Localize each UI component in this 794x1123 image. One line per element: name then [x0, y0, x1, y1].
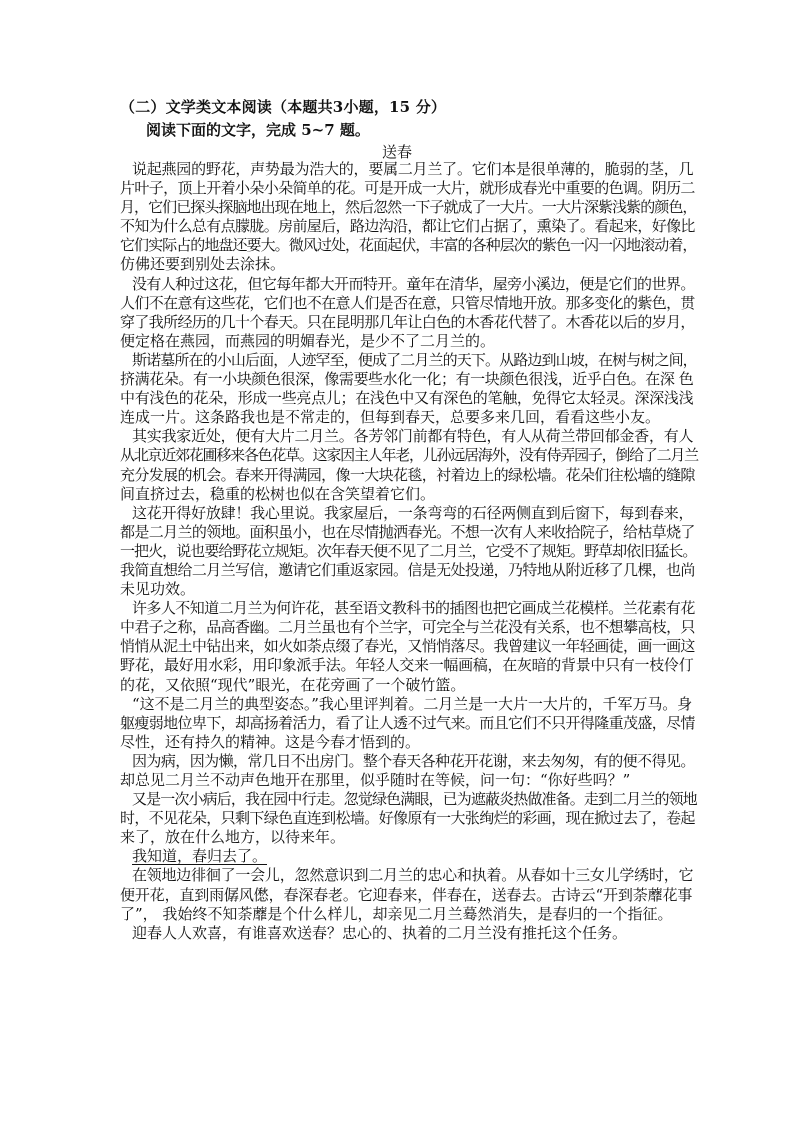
essay-paragraph [120, 274, 695, 351]
essay-paragraph [120, 503, 697, 599]
essay-title: 送春 [381, 143, 412, 161]
text-line: 未见功效。 [120, 580, 196, 599]
text-line: 月，它们已探头探脑地出现在地上，然后忽然一下子就成了一大片。一大片深紫浅紫的颜色， [120, 198, 697, 217]
text-line: 充分发展的机会。春来开得满园，像一大块花毯，衬着边上的绿松墙。花朵们往松墙的缝隙 [120, 465, 695, 484]
text-line: 片叶子，顶上开着小朵小朵简单的花。可是开成一大片，就形成春光中重要的色调。阴历二 [120, 179, 695, 198]
text-line: 又是一次小病后，我在园中行走。忽觉绿色满眼，已为遮蔽炎热做准备。走到二月兰的领地 [132, 790, 697, 809]
text-line: 野花，最好用水彩，用印象派手法。年轻人交来一幅画稿，在灰暗的背景中只有一枝伶仃 [120, 656, 694, 675]
text-line: 没有人种过这花，但它每年都大开而特开。童年在清华，屋旁小溪边，便是它们的世界。 [132, 274, 695, 293]
text-line: 尽性，还有持久的精神。这是今春才悟到的。 [120, 732, 421, 751]
text-line: 我简直想给二月兰写信，邀请它们重返家园。信是无处投递，乃特地从附近移了几棵，也尚 [120, 560, 695, 579]
essay-paragraph [120, 350, 697, 427]
essay-paragraph [120, 790, 697, 847]
reading-instruction: 阅读下面的文字，完成 5~7 题。 [146, 121, 370, 139]
text-line: 躯瘦弱地位卑下，却高扬着活力，看了让人透不过气来。而且它们不只开得隆重茂盛，尽情 [120, 713, 695, 732]
text-line: 便定格在燕园，而燕园的明媚春光，是少不了二月兰的。 [120, 331, 496, 350]
text-line: 一把火，说也要给野花立规矩。次年春天便不见了二月兰，它受不了规矩。野草却依旧猛长。 [120, 541, 697, 560]
text-line: 时，不见花朵，只剩下绿色直连到松墙。好像原有一大张绚烂的彩画，现在掀过去了，卷起 [120, 809, 695, 828]
essay-body [120, 160, 698, 943]
text-line: 中君子之称，品高香幽。二月兰虽也有个兰字，可完全与兰花没有关系，也不想攀高枝，只 [120, 618, 695, 637]
text-line [120, 847, 690, 866]
text-line: 仿佛还要到别处去涂抹。 [120, 255, 286, 274]
text-line: 挤满花朵。有一小块颜色很深，像需要些水化一化；有一块颜色很浅，近乎白色。在深 色 [120, 370, 694, 389]
text-line: 许多人不知道二月兰为何许花，甚至语文教科书的插图也把它画成兰花模样。兰花素有花 [132, 599, 695, 618]
essay-paragraph [120, 160, 697, 275]
essay-paragraph [120, 694, 695, 752]
text-line: 因为病，因为懒，常几日不出房门。整个春天各种花开花谢，来去匆匆，有的便不得见。 [132, 751, 695, 770]
text-line: 它们实际占的地盘还要大。微风过处，花面起伏，丰富的各种层次的紫色一闪一闪地滚动着， [120, 236, 697, 255]
text-line: 间直挤过去，稳重的松树也似在含笑望着它们。 [120, 484, 436, 503]
essay-paragraph [120, 599, 695, 694]
text-line: 说起燕园的野花，声势最为浩大的，要属二月兰了。它们本是很单薄的，脆弱的茎，几 [132, 160, 694, 178]
essay-paragraph [120, 924, 690, 943]
text-line: 其实我家近处，便有大片二月兰。各芳邻门前都有特色，有人从荷兰带回郁金香，有人 [132, 427, 694, 446]
section-heading: （二）文学类文本阅读（本题共3小题，15 分） [120, 98, 447, 116]
underlined-sentence: 我知道，春归去了。 [132, 847, 268, 866]
text-line: 人们不在意有这些花，它们也不在意人们是否在意，只管尽情地开放。那多变化的紫色，贯 [120, 293, 695, 312]
essay-paragraph [120, 427, 698, 503]
essay-paragraph-underlined [120, 847, 690, 866]
text-line: 来了，放在什么地方，以待来年。 [120, 828, 346, 847]
text-line: 从北京近郊花圃移来各色花草。这家因主人年老，儿孙远居海外，没有侍弄园子，倒给了二月兰 [120, 446, 698, 465]
essay-paragraph [120, 866, 694, 923]
text-line: 却总见二月兰不动声色地开在那里，似乎随时在等候，问一句：“你好些吗？” [120, 771, 631, 789]
text-line: 迎春人人欢喜，有谁喜欢送春？忠心的、执着的二月兰没有推托这个任务。 [132, 923, 628, 942]
text-line: 斯诺墓所在的小山后面，人迹罕至，便成了二月兰的天下。从路边到山坡，在树与树之间， [132, 350, 697, 369]
text-line: 了”， 我始终不知荼蘼是个什么样儿，却亲见二月兰蓦然消失，是春归的一个指征。 [120, 904, 673, 923]
text-line: 都是二月兰的领地。面积虽小，也在尽情抛洒春光。不想一次有人来收拾院子，给枯草烧了 [120, 522, 695, 541]
text-line: 连成一片。这条路我也是不常走的，但每到春天，总要多来几回，看看这些小友。 [120, 408, 661, 427]
essay-paragraph [120, 751, 695, 790]
text-line: 的花，又依照“现代”眼光，在花旁画了一个破竹篮。 [120, 675, 466, 694]
text-line: 便开花，直到雨僝风僽，春深春老。它迎春来，伴春在，送春去。古诗云“开到荼蘼花事 [120, 885, 693, 904]
text-line: 不知为什么总有点朦胧。房前屋后，路边沟沿，都让它们占据了，熏染了。看起来，好像比 [120, 217, 695, 236]
text-line: “这不是二月兰的典型姿态。”我心里评判着。二月兰是一大片一大片的，千军万马。身 [132, 694, 693, 713]
text-line: 悄悄从泥土中钻出来，如火如荼点缀了春光，又悄悄落尽。我曾建议一年轻画徒，画一画这 [120, 637, 695, 656]
text-line: 中有浅色的花朵，形成一些亮点儿；在浅色中又有深色的笔触，免得它太轻灵。深深浅浅 [120, 389, 694, 408]
text-line: 穿了我所经历的几十个春天。只在昆明那几年让白色的木香花代替了。木香花以后的岁月， [120, 312, 695, 331]
text-line: 这花开得好放肆！我心里说。我家屋后，一条弯弯的石径两侧直到后窗下，每到春来， [132, 503, 694, 522]
text-line: 在领地边徘徊了一会儿，忽然意识到二月兰的忠心和执着。从春如十三女儿学绣时，它 [132, 866, 694, 885]
